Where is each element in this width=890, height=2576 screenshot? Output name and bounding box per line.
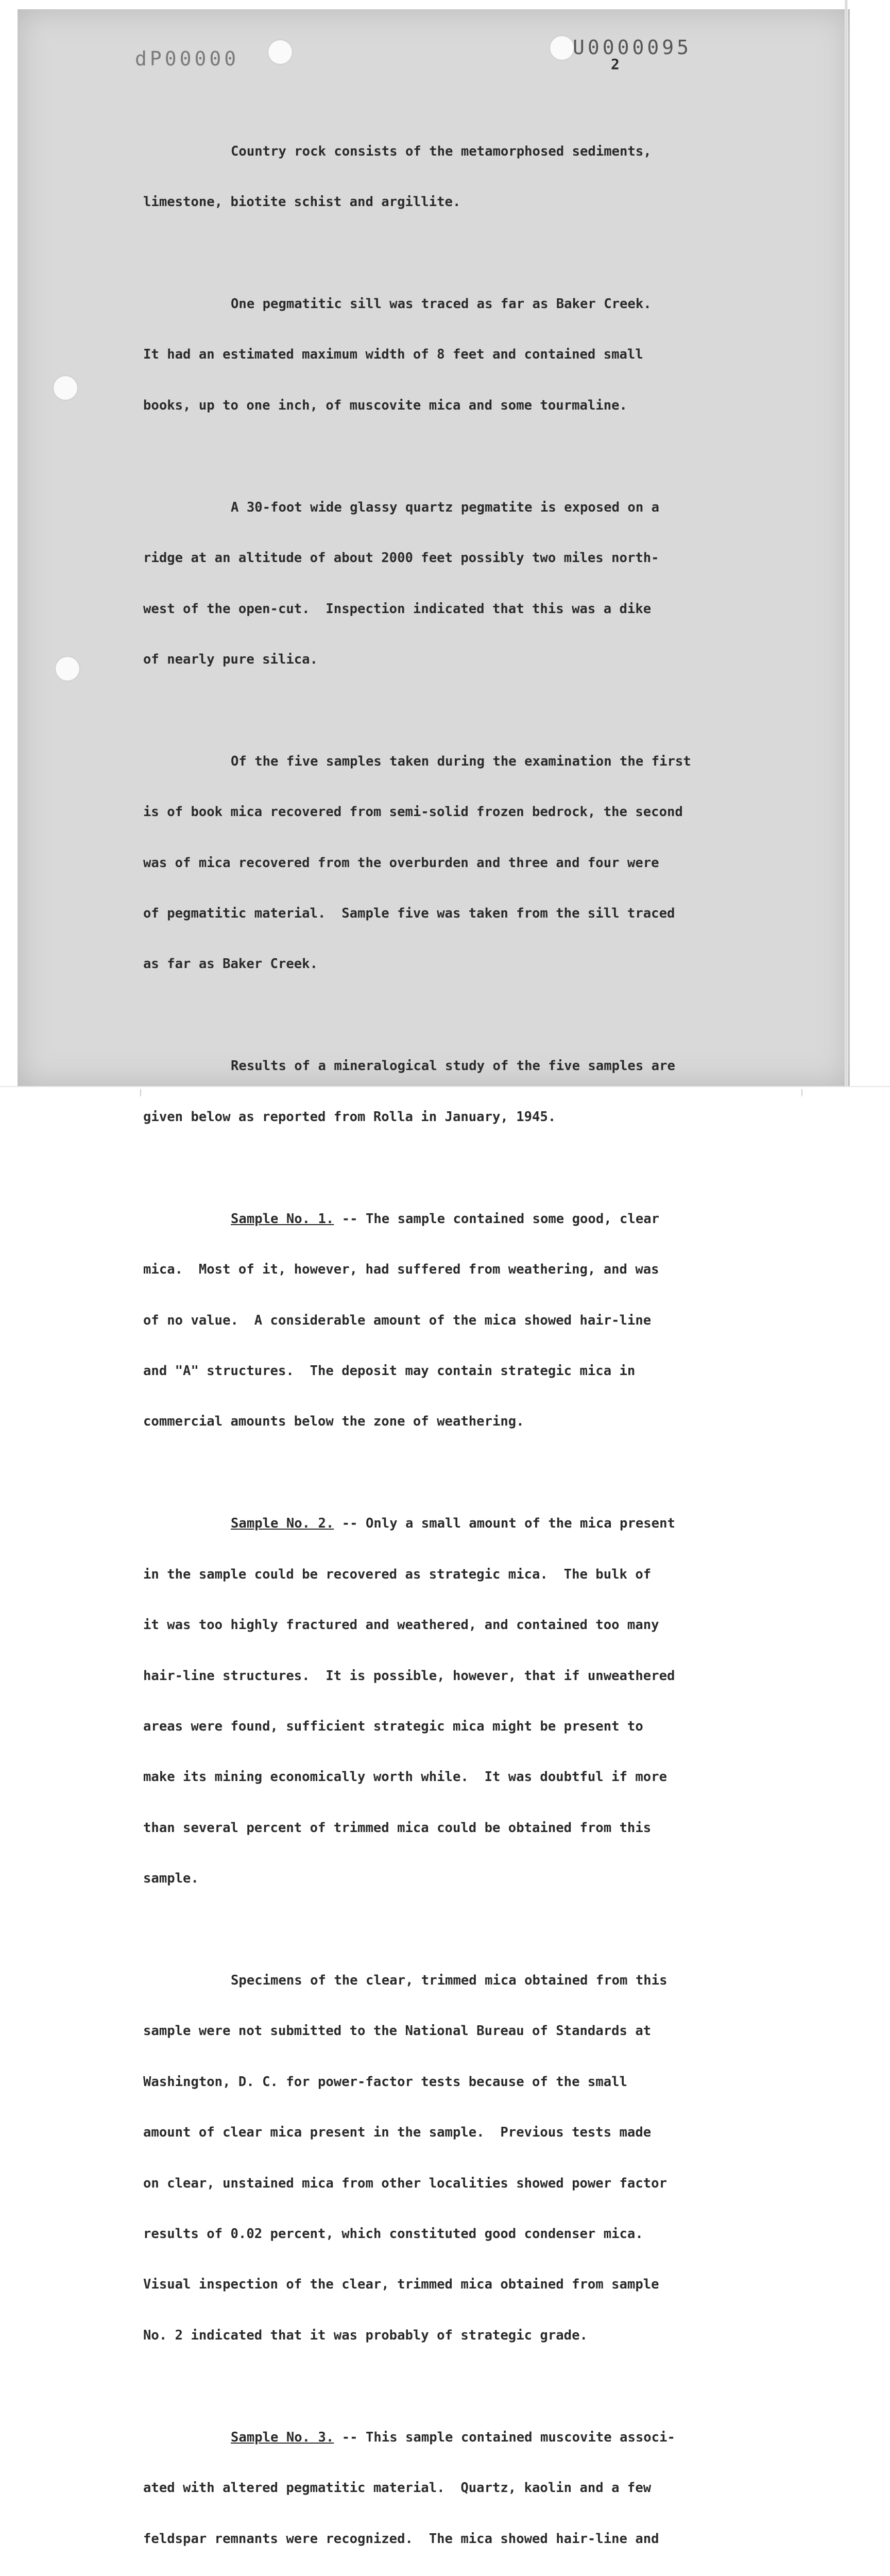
punch-hole xyxy=(550,36,574,60)
text-line: amount of clear mica present in the sample. Previous tests made xyxy=(143,2125,652,2141)
text-line: make its mining economically worth while. It was doubtful if more xyxy=(143,1769,667,1785)
text-line: Results of a mineralogical study of the five samples are xyxy=(231,1058,675,1074)
text-line: One pegmatitic sill was traced as far as Baker Creek. xyxy=(231,296,652,312)
text-line: limestone, biotite schist and argillite. xyxy=(143,194,461,210)
text-line: Specimens of the clear, trimmed mica obtained from this xyxy=(231,1973,668,1989)
paragraph-mineralogical-study xyxy=(143,1024,741,1159)
text-line: given below as reported from Rolla in January, 1945. xyxy=(143,1109,556,1125)
text-line: it was too highly fractured and weathered, and contained too many xyxy=(143,1617,659,1633)
text-line: ated with altered pegmatitic material. Quartz, kaolin and a few xyxy=(143,2480,652,2496)
text-line: It had an estimated maximum width of 8 feet and contained small xyxy=(143,347,643,363)
text-line: ridge at an altitude of about 2000 feet possibly two miles north- xyxy=(143,550,659,566)
text-line: Visual inspection of the clear, trimmed mica obtained from sample xyxy=(143,2277,659,2293)
text-line xyxy=(143,1211,741,1228)
text-line: hair-line structures. It is possible, however, that if unweathered xyxy=(143,1668,675,1684)
text-line: No. 2 indicated that it was probably of strategic grade. xyxy=(143,2327,588,2343)
text-line: books, up to one inch, of muscovite mica and some tourmaline. xyxy=(143,397,627,413)
text-line: and "A" structures. The deposit may contain strategic mica in xyxy=(143,1363,636,1379)
text-line: Country rock consists of the metamorphosed sediments, xyxy=(231,143,652,159)
paragraph-pegmatitic-sill xyxy=(143,262,741,448)
text-line: Of the five samples taken during the examination the first xyxy=(231,753,691,769)
scan-tick-mark xyxy=(140,1089,141,1096)
text-line: commercial amounts below the zone of weathering. xyxy=(143,1414,524,1430)
sample-heading: Sample No. 1. xyxy=(231,1211,334,1227)
text-line: is of book mica recovered from semi-solid frozen bedrock, the second xyxy=(143,804,683,820)
text-line: as far as Baker Creek. xyxy=(143,956,318,972)
document-body xyxy=(143,109,741,2576)
punch-hole xyxy=(268,40,292,64)
text-line: on clear, unstained mica from other localities showed power factor xyxy=(143,2175,667,2191)
text-line: was of mica recovered from the overburden and three and four were xyxy=(143,855,659,871)
punch-hole xyxy=(54,376,77,400)
paragraph-quartz-pegmatite xyxy=(143,465,741,702)
page-number: 2 xyxy=(611,56,620,73)
right-document-stamp: U0000095 xyxy=(573,36,692,59)
text-fragment: -- Only a small amount of the mica present xyxy=(334,1516,675,1532)
text-line: Washington, D. C. for power-factor tests because of the small xyxy=(143,2074,627,2090)
paragraph-five-samples xyxy=(143,719,741,1007)
text-line: of no value. A considerable amount of the mica showed hair-line xyxy=(143,1312,652,1328)
punch-hole xyxy=(56,657,79,681)
text-line: sample. xyxy=(143,1871,199,1887)
text-line: in the sample could be recovered as strategic mica. The bulk of xyxy=(143,1566,652,1582)
text-line: results of 0.02 percent, which constituted good condenser mica. xyxy=(143,2226,643,2242)
text-line: sample were not submitted to the National Bureau of Standards at xyxy=(143,2023,652,2039)
left-document-stamp: dP00000 xyxy=(135,47,239,70)
text-fragment: -- This sample contained muscovite associ- xyxy=(334,2429,675,2445)
text-fragment: -- The sample contained some good, clear xyxy=(334,1211,660,1227)
paragraph-sample-1 xyxy=(143,1177,741,1464)
text-line: west of the open-cut. Inspection indicated that this was a dike xyxy=(143,601,652,617)
sheet-edge xyxy=(845,0,848,1087)
text-line: than several percent of trimmed mica could be obtained from this xyxy=(143,1820,652,1836)
text-line: of nearly pure silica. xyxy=(143,651,318,667)
paragraph-sample-3 xyxy=(143,2395,741,2576)
scan-bottom-edge xyxy=(0,1086,890,1087)
paragraph-specimens xyxy=(143,1938,741,2378)
text-line xyxy=(143,1515,741,1532)
text-line: mica. Most of it, however, had suffered from weathering, and was xyxy=(143,1262,659,1278)
text-line: feldspar remnants were recognized. The mica showed hair-line and xyxy=(143,2531,659,2547)
text-line: A 30-foot wide glassy quartz pegmatite is exposed on a xyxy=(231,499,660,515)
paragraph-sample-2 xyxy=(143,1482,741,1921)
text-line: of pegmatitic material. Sample five was taken from the sill traced xyxy=(143,906,675,922)
scan-tick-mark xyxy=(801,1089,802,1096)
text-line: areas were found, sufficient strategic mica might be present to xyxy=(143,1718,643,1734)
sample-heading: Sample No. 3. xyxy=(231,2429,334,2445)
sample-heading: Sample No. 2. xyxy=(231,1516,334,1532)
paragraph-country-rock xyxy=(143,109,741,244)
text-line xyxy=(143,2429,741,2446)
